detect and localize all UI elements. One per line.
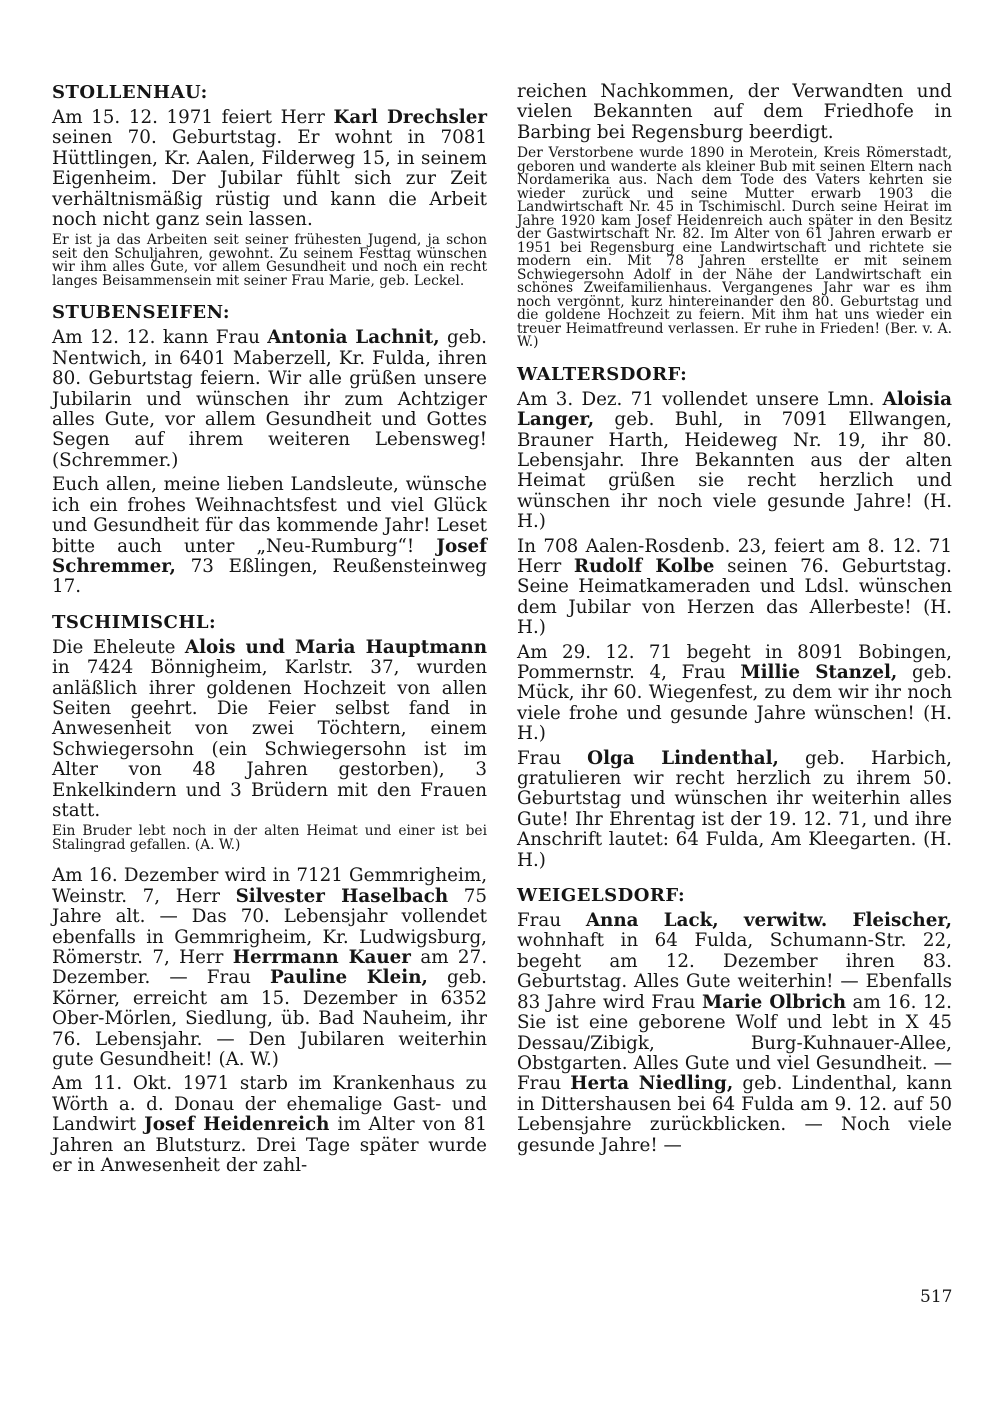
section-heading-stollenhau: STOLLENHAU: <box>52 82 208 103</box>
person-name: Silvester Haselbach <box>235 885 449 907</box>
waltersdorf-paragraph-3: Am 29. 12. 71 begeht in 8091 Bobingen, Pommernstr. 4, Frau Millie Stanzel, geb. Mück, ihr 60. Wiegenfest, zu dem wir ihr noch viele frohe und gesunde Jahre wünschen! (H. H.) <box>517 641 952 745</box>
person-name: Anna Lack, verwitw. Fleischer, <box>585 910 952 932</box>
tschimischl-paragraph-1: Die Eheleute Alois und Maria Hauptmann in 7424 Bönnigheim, Karlstr. 37, wurden anläßlich ihrer goldenen Hochzeit von allen Seiten geehrt. Die Feier selbst fand in Anwesenheit von zwei Töchtern, einem Schwiegersohn (ein Schwiegersohn ist im Alter von 48 Jahren gestorben), 3 Enkelkindern und 3 Brüdern mit den Frauen statt. <box>52 636 487 821</box>
stollenhau-paragraph-2: Er ist ja das Arbeiten seit seiner frühesten Jugend, ja schon seit den Schuljahren, gewohnt. Zu seinem Festtag wünschen wir ihm alles Gute, vor allem Gesundheit und noch ein recht langes Beisammensein mit seiner Frau Marie, geb. Leckel. <box>52 232 487 289</box>
person-name: Herta Niedling, <box>570 1073 734 1095</box>
continued-paragraph-2: Der Verstorbene wurde 1890 in Merotein, Kreis Römerstadt, geboren und wanderte als kleiner Bub mit seinen Eltern nach Nordamerika aus. Nach dem Tode des Vaters kehrten sie wieder zurück und seine Mutter erwarb 1903 die Landwirtschaft Nr. 45 in Tschimischl. Durch seine Heirat im Jahre 1920 kam Josef Heidenreich auch später in den Besitz der Gastwirtschaft Nr. 82. Im Alter von 61 Jahren erwarb er 1951 bei Regensburg eine Landwirtschaft und richtete sie modern ein. Mit 78 Jahren erstellte er mit seinem Schwiegersohn Adolf in der Nähe der Landwirtschaft ein schönes Zweifamilienhaus. Vergangenes Jahr war es ihm noch vergönnt, kurz hintereinander den 80. Geburtstag und die goldene Hochzeit zu feiern. Mit ihm hat uns wieder ein treuer Heimatfreund verlassen. Er ruhe in Frieden! (Ber. v. A. W.) <box>517 145 952 351</box>
stubenseifen-paragraph-2: Euch allen, meine lieben Landsleute, wünsche ich ein frohes Weihnachtsfest und viel Glück und Gesundheit für das kommende Jahr! Leset bitte auch unter „Neu-Rumburg“! Josef Schremmer, 73 Eßlingen, Reußensteinweg 17. <box>52 474 487 598</box>
left-column <box>52 82 487 1180</box>
continued-paragraph-1: reichen Nachkommen, der Verwandten und vielen Bekannten auf dem Friedhofe in Barbing bei Regensburg beerdigt. <box>517 81 952 143</box>
tschimischl-paragraph-4: Am 11. Okt. 1971 starb im Krankenhaus zu Wörth a. d. Donau der ehemalige Gast- und Landwirt Josef Heidenreich im Alter von 81 Jahren an Blutsturz. Drei Tage später wurde er in Anwesenheit der zahl- <box>52 1073 487 1177</box>
section-heading-stubenseifen: STUBENSEIFEN: <box>52 302 231 324</box>
waltersdorf-paragraph-4: Frau Olga Lindenthal, geb. Harbich, gratulieren wir recht herzlich zu ihrem 50. Geburtstag und wünschen ihr weiterhin alles Gute! Ihr Ehrentag ist der 19. 12. 71, und ihre Anschrift lautet: 64 Fulda, Am Kleegarten. (H. H.) <box>517 747 952 871</box>
waltersdorf-paragraph-1: Am 3. Dez. 71 vollendet unsere Lmn. Aloisia Langer, geb. Buhl, in 7091 Ellwangen, Brauner Harth, Heideweg Nr. 19, ihr 80. Lebensjahr. Ihre Bekannten aus der alten Heimat grüßen sie recht herzlich und wünschen ihr noch viele gesunde Jahre! (H. H.) <box>517 388 952 533</box>
person-name: Millie Stanzel, <box>740 662 898 683</box>
weigelsdorf-paragraph-1: Frau Anna Lack, verwitw. Fleischer, wohnhaft in 64 Fulda, Schumann-Str. 22, begeht am 12. Dezember ihren 83. Geburtstag. Alles Gute weiterhin! — Ebenfalls 83 Jahre wird Frau Marie Olbrich am 16. 12. Sie ist eine geborene Wolf und lebt in X 45 Dessau/Zibigk, Burg-Kuhnauer-Allee, Obstgarten. Alles Gute und viel Gesundheit. — Frau Herta Niedling, geb. Lindenthal, kann in Dittershausen bei 64 Fulda am 9. 12. auf 50 Lebensjahre zurückblicken. — Noch viele gesunde Jahre! — <box>517 910 952 1156</box>
tschimischl-paragraph-2: Ein Bruder lebt noch in der alten Heimat und einer ist bei Stalingrad gefallen. (A. W.) <box>52 823 487 853</box>
page-number: 517 <box>920 1287 953 1307</box>
person-name: Herrmann Kauer <box>232 947 411 968</box>
stubenseifen-paragraph-1: Am 12. 12. kann Frau Antonia Lachnit, geb. Nentwich, in 6401 Maberzell, Kr. Fulda, ihren 80. Geburtstag feiern. Wir alle grüßen unsere Jubilarin und wünschen ihr zum Achtziger alles Gute, vor allem Gesundheit und Gottes Segen auf ihrem weiteren Lebensweg! (Schremmer.) <box>52 327 487 471</box>
stollenhau-paragraph-1: Am 15. 12. 1971 feiert Herr Karl Drechsler seinen 70. Geburtstag. Er wohnt in 7081 Hüttlingen, Kr. Aalen, Filderweg 15, in seinem Eigenheim. Der Jubilar fühlt sich zur Zeit verhältnismäßig rüstig und kann die Arbeit noch nicht ganz sein lassen. <box>52 107 488 231</box>
section-heading-tschimischl: TSCHIMISCHL: <box>52 611 217 633</box>
right-column <box>517 82 952 1160</box>
person-name: Rudolf Kolbe <box>573 555 715 577</box>
person-name: Pauline Klein, <box>269 967 428 989</box>
person-name: Aloisia Langer, <box>517 388 952 431</box>
person-name: Antonia Lachnit, <box>267 327 440 349</box>
person-name: Josef Schremmer, <box>52 535 487 577</box>
person-name: Alois und Maria Hauptmann <box>184 636 487 658</box>
section-heading-waltersdorf: WALTERSDORF: <box>517 363 688 385</box>
waltersdorf-paragraph-2: In 708 Aalen-Rosdenb. 23, feiert am 8. 12. 71 Herr Rudolf Kolbe seinen 76. Geburtstag. Seine Heimatkameraden und Ldsl. wünschen dem Jubilar von Herzen das Allerbeste! (H. H.) <box>517 535 952 639</box>
tschimischl-paragraph-3: Am 16. Dezember wird in 7121 Gemmrigheim, Weinstr. 7, Herr Silvester Haselbach 75 Jahre alt. — Das 70. Lebensjahr vollendet ebenfalls in Gemmrigheim, Kr. Ludwigsburg, Römerstr. 7, Herr Herrmann Kauer am 27. Dezember. — Frau Pauline Klein, geb. Körner, erreicht am 15. Dezember in 6352 Ober-Mörlen, Siedlung, üb. Bad Nauheim, ihr 76. Lebensjahr. — Den Jubilaren weiterhin gute Gesundheit! (A. W.) <box>52 865 488 1071</box>
section-heading-weigelsdorf: WEIGELSDORF: <box>517 885 686 907</box>
person-name: Olga Lindenthal, <box>587 747 779 769</box>
person-name: Karl Drechsler <box>333 107 488 128</box>
person-name: Josef Heidenreich <box>144 1114 330 1136</box>
person-name: Marie Olbrich <box>701 991 847 1013</box>
